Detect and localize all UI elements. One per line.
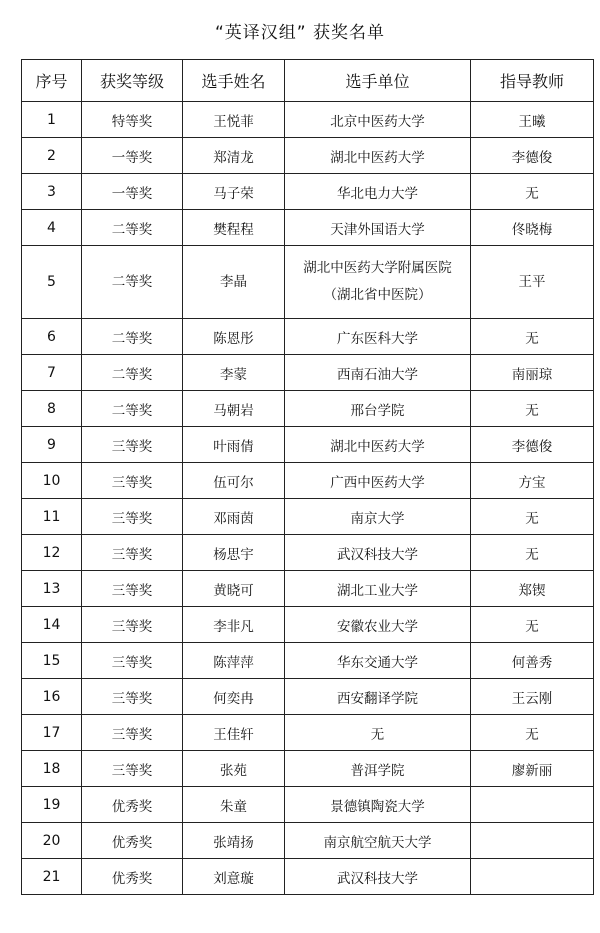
- cell-contestant-name: 叶雨倩: [183, 427, 285, 463]
- cell-contestant-name: 邓雨茵: [183, 499, 285, 535]
- cell-award-level: 三等奖: [82, 679, 183, 715]
- cell-contestant-unit: 西南石油大学: [285, 355, 471, 391]
- cell-instructor: 郑锲: [471, 571, 594, 607]
- cell-serial-number: 15: [22, 643, 82, 679]
- cell-award-level: 优秀奖: [82, 787, 183, 823]
- table-row: [22, 571, 594, 607]
- unit-line-2: （湖北省中医院）: [323, 287, 432, 303]
- table-row: [22, 715, 594, 751]
- table-row: [22, 319, 594, 355]
- cell-instructor: 王云刚: [471, 679, 594, 715]
- cell-instructor: 方宝: [471, 463, 594, 499]
- cell-award-level: 二等奖: [82, 391, 183, 427]
- cell-instructor: 李德俊: [471, 138, 594, 174]
- cell-contestant-name: 刘意璇: [183, 859, 285, 895]
- cell-instructor: 王平: [471, 246, 594, 319]
- cell-instructor: 无: [471, 391, 594, 427]
- cell-serial-number: 1: [22, 102, 82, 138]
- cell-contestant-unit: 南京航空航天大学: [285, 823, 471, 859]
- cell-serial-number: 11: [22, 499, 82, 535]
- table-body: [22, 102, 594, 895]
- cell-serial-number: 17: [22, 715, 82, 751]
- cell-award-level: 优秀奖: [82, 823, 183, 859]
- table-row: [22, 643, 594, 679]
- cell-contestant-name: 王悦菲: [183, 102, 285, 138]
- table-row: [22, 427, 594, 463]
- cell-instructor: 无: [471, 174, 594, 210]
- table-row: [22, 679, 594, 715]
- cell-contestant-unit: 南京大学: [285, 499, 471, 535]
- cell-instructor: 何善秀: [471, 643, 594, 679]
- cell-award-level: 一等奖: [82, 138, 183, 174]
- table-row: [22, 174, 594, 210]
- cell-contestant-unit: 普洱学院: [285, 751, 471, 787]
- cell-serial-number: 18: [22, 751, 82, 787]
- cell-instructor: 李德俊: [471, 427, 594, 463]
- page-title: “英译汉组” 获奖名单: [214, 23, 386, 43]
- cell-contestant-name: 张苑: [183, 751, 285, 787]
- cell-serial-number: 7: [22, 355, 82, 391]
- cell-instructor: 王曦: [471, 102, 594, 138]
- cell-instructor: 无: [471, 535, 594, 571]
- cell-award-level: 优秀奖: [82, 859, 183, 895]
- cell-contestant-name: 郑清龙: [183, 138, 285, 174]
- table-row: [22, 246, 594, 319]
- cell-contestant-unit: 武汉科技大学: [285, 859, 471, 895]
- cell-contestant-unit: 武汉科技大学: [285, 535, 471, 571]
- cell-contestant-name: 樊程程: [183, 210, 285, 246]
- cell-contestant-unit: 华东交通大学: [285, 643, 471, 679]
- table-row: [22, 391, 594, 427]
- cell-contestant-unit: 天津外国语大学: [285, 210, 471, 246]
- table-row: [22, 859, 594, 895]
- cell-award-level: 三等奖: [82, 499, 183, 535]
- cell-instructor: 南丽琼: [471, 355, 594, 391]
- cell-serial-number: 21: [22, 859, 82, 895]
- cell-award-level: 三等奖: [82, 571, 183, 607]
- cell-instructor: [471, 823, 594, 859]
- cell-award-level: 三等奖: [82, 643, 183, 679]
- table-row: [22, 823, 594, 859]
- cell-award-level: 三等奖: [82, 535, 183, 571]
- cell-instructor: 无: [471, 319, 594, 355]
- cell-serial-number: 9: [22, 427, 82, 463]
- table-row: [22, 463, 594, 499]
- cell-award-level: 三等奖: [82, 463, 183, 499]
- cell-contestant-name: 陈恩彤: [183, 319, 285, 355]
- header-award-level: 获奖等级: [82, 60, 183, 102]
- table-row: [22, 210, 594, 246]
- cell-serial-number: 10: [22, 463, 82, 499]
- cell-contestant-name: 李蒙: [183, 355, 285, 391]
- awards-table: [21, 59, 594, 895]
- cell-contestant-name: 马子荣: [183, 174, 285, 210]
- cell-contestant-name: 马朝岩: [183, 391, 285, 427]
- cell-instructor: 廖新丽: [471, 751, 594, 787]
- cell-serial-number: 12: [22, 535, 82, 571]
- header-serial-number: 序号: [22, 60, 82, 102]
- cell-contestant-unit: 湖北中医药大学: [285, 427, 471, 463]
- cell-serial-number: 16: [22, 679, 82, 715]
- cell-award-level: 三等奖: [82, 751, 183, 787]
- cell-instructor: 无: [471, 607, 594, 643]
- cell-serial-number: 19: [22, 787, 82, 823]
- cell-serial-number: 5: [22, 246, 82, 319]
- header-contestant-name: 选手姓名: [183, 60, 285, 102]
- cell-contestant-name: 何奕冉: [183, 679, 285, 715]
- cell-contestant-name: 朱童: [183, 787, 285, 823]
- cell-contestant-unit: 广东医科大学: [285, 319, 471, 355]
- cell-award-level: 一等奖: [82, 174, 183, 210]
- cell-serial-number: 4: [22, 210, 82, 246]
- cell-instructor: 佟晓梅: [471, 210, 594, 246]
- cell-instructor: [471, 859, 594, 895]
- table-row: [22, 355, 594, 391]
- cell-serial-number: 6: [22, 319, 82, 355]
- cell-contestant-name: 伍可尔: [183, 463, 285, 499]
- cell-contestant-name: 李非凡: [183, 607, 285, 643]
- cell-contestant-unit: 景德镇陶瓷大学: [285, 787, 471, 823]
- cell-contestant-unit: 无: [285, 715, 471, 751]
- cell-serial-number: 13: [22, 571, 82, 607]
- header-instructor: 指导教师: [471, 60, 594, 102]
- cell-award-level: 三等奖: [82, 715, 183, 751]
- table-row: [22, 751, 594, 787]
- cell-serial-number: 3: [22, 174, 82, 210]
- cell-serial-number: 20: [22, 823, 82, 859]
- table-row: [22, 787, 594, 823]
- cell-contestant-unit: [285, 246, 471, 319]
- unit-line: 湖北中医药大学附属医院: [303, 260, 452, 276]
- table-row: [22, 138, 594, 174]
- cell-contestant-unit: 邢台学院: [285, 391, 471, 427]
- cell-contestant-unit: 华北电力大学: [285, 174, 471, 210]
- table-row: [22, 535, 594, 571]
- cell-award-level: 三等奖: [82, 607, 183, 643]
- cell-award-level: 三等奖: [82, 427, 183, 463]
- cell-award-level: 二等奖: [82, 246, 183, 319]
- cell-contestant-name: 黄晓可: [183, 571, 285, 607]
- cell-serial-number: 2: [22, 138, 82, 174]
- cell-award-level: 二等奖: [82, 319, 183, 355]
- table-header-row: [22, 60, 594, 102]
- cell-contestant-unit: 湖北中医药大学: [285, 138, 471, 174]
- cell-instructor: [471, 787, 594, 823]
- cell-serial-number: 14: [22, 607, 82, 643]
- cell-contestant-unit: 湖北工业大学: [285, 571, 471, 607]
- cell-award-level: 二等奖: [82, 355, 183, 391]
- cell-contestant-name: 杨思宇: [183, 535, 285, 571]
- table-row: [22, 499, 594, 535]
- cell-contestant-unit: 北京中医药大学: [285, 102, 471, 138]
- cell-award-level: 二等奖: [82, 210, 183, 246]
- table-row: [22, 102, 594, 138]
- cell-contestant-unit: 安徽农业大学: [285, 607, 471, 643]
- cell-award-level: 特等奖: [82, 102, 183, 138]
- cell-instructor: 无: [471, 499, 594, 535]
- cell-contestant-name: 李晶: [183, 246, 285, 319]
- cell-contestant-unit: 西安翻译学院: [285, 679, 471, 715]
- cell-serial-number: 8: [22, 391, 82, 427]
- cell-contestant-unit: 广西中医药大学: [285, 463, 471, 499]
- cell-contestant-name: 陈萍萍: [183, 643, 285, 679]
- header-contestant-unit: 选手单位: [285, 60, 471, 102]
- cell-instructor: 无: [471, 715, 594, 751]
- cell-contestant-name: 张靖扬: [183, 823, 285, 859]
- cell-contestant-name: 王佳轩: [183, 715, 285, 751]
- table-row: [22, 607, 594, 643]
